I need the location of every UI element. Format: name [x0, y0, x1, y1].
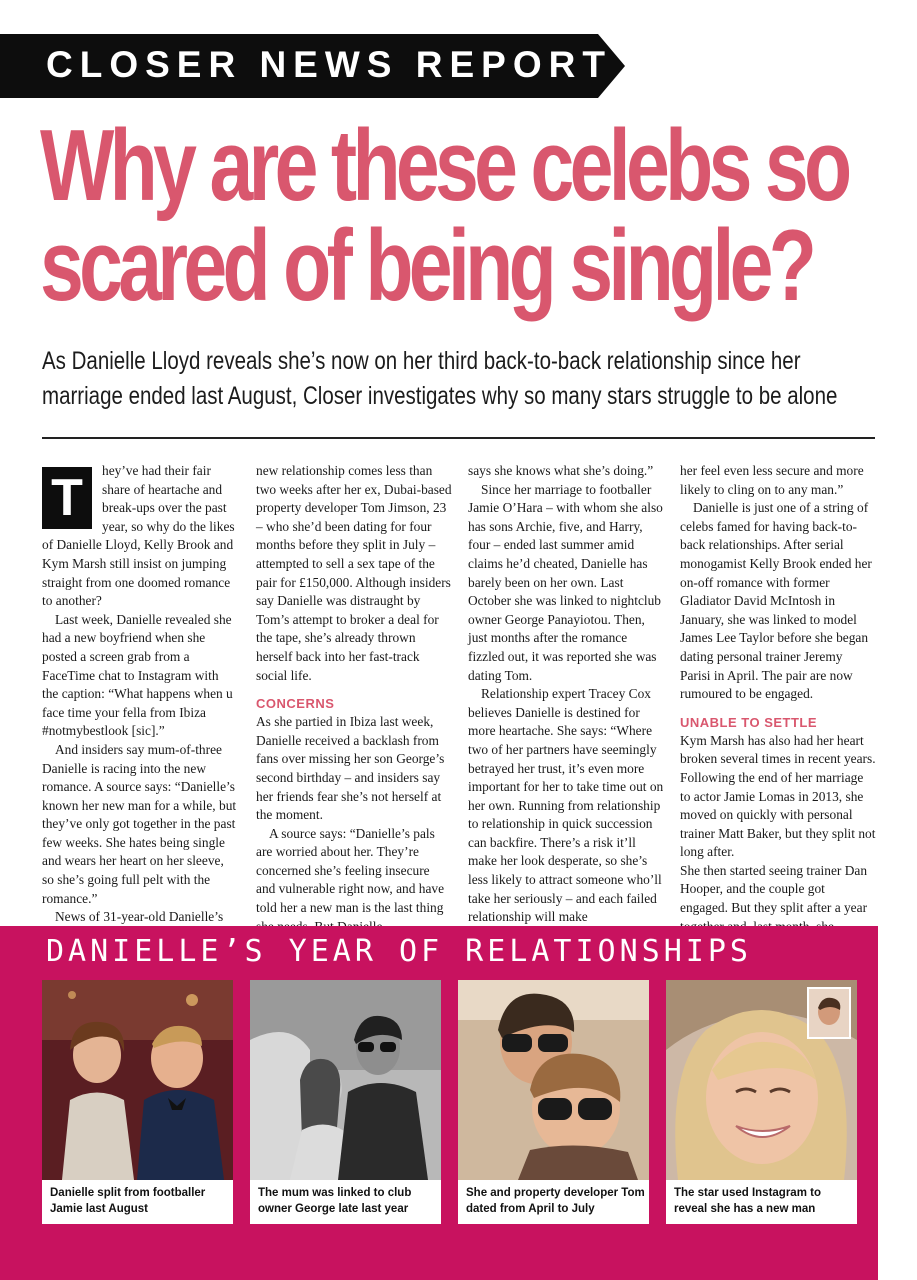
article-standfirst: [42, 344, 862, 414]
paragraph: She then started seeing trainer Dan Hooper, and the couple got engaged. But they split after a year: [680, 862, 868, 916]
drop-cap: T: [42, 467, 92, 529]
headline-line-1: Why are these celebs so: [40, 110, 848, 222]
standfirst-line-2: marriage ended last August, Closer investigates why so many stars struggle to be alone: [42, 382, 838, 410]
article-column-3: [468, 462, 664, 927]
photo-caption: The star used Instagram to reveal she has a new man: [674, 1187, 821, 1215]
subheading: UNABLE TO SETTLE: [680, 714, 818, 730]
photo-danielle-and-tom: [458, 980, 649, 1180]
standfirst-line-1: As Danielle Lloyd reveals she’s now on her third back-to-back relationship since her: [42, 347, 801, 375]
paragraph: Last week, Danielle revealed she had a new boyfriend when she posted a screen grab from a FaceTime chat to Instagram with the caption: “What happens when u face time your fella from Ibiza #notmybestlook [sic].”: [42, 611, 233, 739]
relationships-panel: [0, 926, 878, 1280]
photo-caption: She and property developer Tom dated from April to July: [466, 1187, 645, 1215]
paragraph: Kym Marsh has also had her heart broken several times in recent years. Following the end of her marriage to actor Jamie Lomas in 2013, she moved on quickly with personal trainer Matt Baker, but they split not long after.: [680, 732, 876, 860]
paragraph: News of 31-year-old Danielle’s: [55, 909, 224, 925]
paragraph: Danielle is just one of a string of celebs famed for having back-to-back relationships. After serial monogamist Kelly Brook ended her on-off romance with former Gladiator David McIntosh in January, she was linked to model James Lee Taylor before she began dating personal trainer Jeremy Parisi in April. The pair are now rumoured to be engaged.: [680, 500, 872, 702]
photo-card: [458, 980, 649, 1224]
paragraph: her feel even less secure and more likely to cling on to any man.”: [680, 463, 864, 497]
paragraph: hey’ve had their fair share of heartache and break-ups over the past year, so why do the likes of Danielle Lloyd, Kelly Brook and Kym Marsh still insist on jumping straight from one doomed romance to another?: [42, 463, 235, 609]
paragraph: Since her marriage to footballer Jamie O’Hara – with whom she also has sons Archie, five, and Harry, four – ended last summer amid claims he’d cheated, Danielle has barely been on her own. Last October she was linked to nightclub owner George Panayiotou. Then, just months after the romance fizzled out, it was reported she was dating Tom.: [468, 481, 663, 683]
banner-label: CLOSER NEWS REPORT: [46, 44, 612, 85]
divider-rule: [42, 437, 875, 439]
section-banner: [0, 34, 625, 98]
article-headline: [40, 110, 848, 322]
article-column-1: [42, 462, 238, 927]
paragraph: And insiders say mum-of-three Danielle is racing into the new romance. A source says: “Danielle’s known her new man for a while, but they’ve only got together in the past few weeks. She hates being single and wears her heart on her sleeve, so she’s going full pelt with the romance.”: [42, 741, 237, 906]
photo-card: [42, 980, 233, 1224]
panel-title: DANIELLE’S YEAR OF RELATIONSHIPS: [46, 934, 752, 969]
paragraph: says she knows what she’s doing.”: [468, 463, 654, 478]
paragraph: As she partied in Ibiza last week, Danielle received a backlash from fans over missing her son George’s second birthday – and insiders say her friends fear she’s not herself at the moment.: [256, 714, 445, 823]
headline-line-2: scared of being single?: [40, 210, 813, 322]
photo-card: [250, 980, 441, 1224]
photo-caption: Danielle split from footballer Jamie last August: [50, 1187, 206, 1215]
photo-card: [666, 980, 857, 1224]
paragraph: Relationship expert Tracey Cox believes Danielle is destined for more heartache. She says: “Where two of her partners have seemingly betrayed her trust, it’s even more important for her to take time out on her own. Running from relationship to relationship in quick succession can backfire. There’s a risk it’ll make her look desperate, so she’s less likely to attract someone who’ll take her seriously – and each failed relationship will make: [468, 686, 664, 925]
photo-danielle-and-jamie: [42, 980, 233, 1180]
photo-danielle-and-george: [250, 980, 441, 1180]
paragraph: A source says: “Danielle’s pals are worried about her. They’re concerned she’s feeling insecure and vulnerable right now, and have told her a new man is the last thing: [256, 825, 445, 916]
article-column-2: [256, 462, 452, 936]
article-column-4: [680, 462, 876, 936]
photo-facetime-screengrab: [666, 980, 857, 1180]
subheading: CONCERNS: [256, 696, 335, 712]
paragraph: new relationship comes less than two weeks after her ex, Dubai-based property developer Tom Jimson, 23 – who she’d been dating for four months before they split in July – attempted to sell a sex tape of the pair for £150,000. Although insiders say Danielle was distraught by Tom’s attempt to broker a deal for the tape, she’s already thrown herself back into her fast-track social life.: [256, 463, 452, 683]
photo-caption: The mum was linked to club owner George late last year: [258, 1187, 412, 1215]
